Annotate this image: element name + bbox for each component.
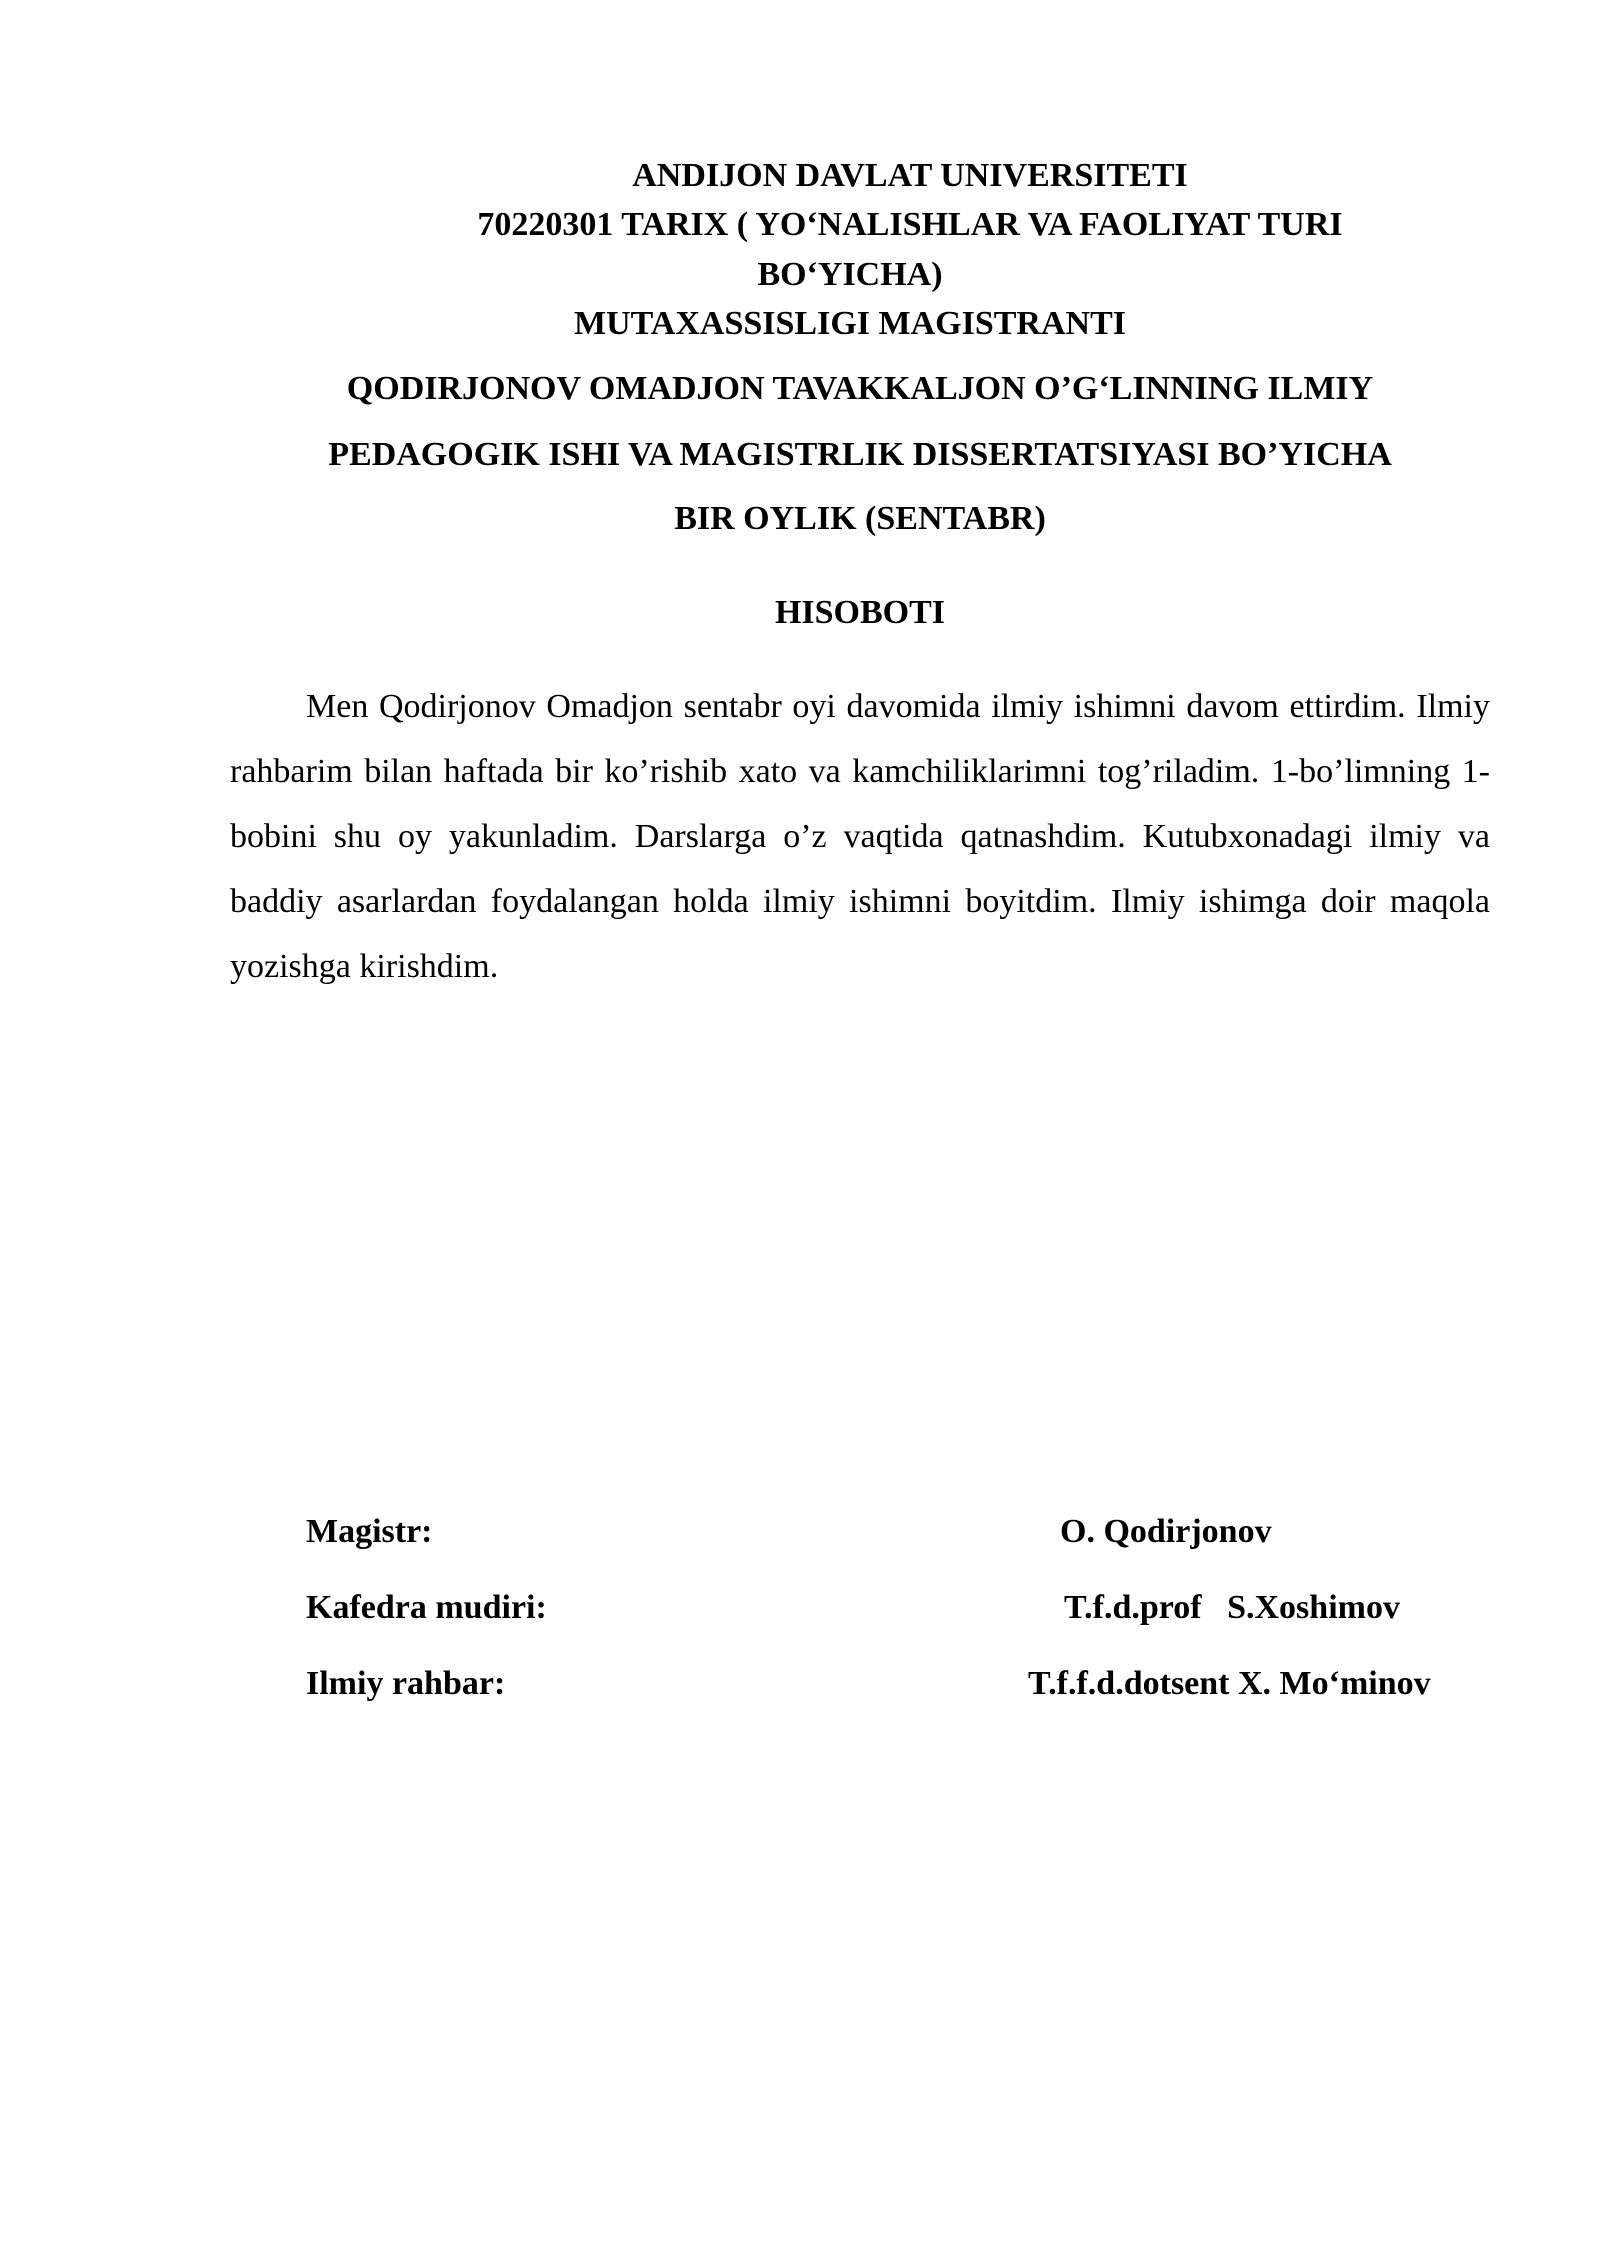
signature-value-kafedra: T.f.d.prof S.Xoshimov	[1064, 1589, 1400, 1626]
report-title-line-2: PEDAGOGIK ISHI VA MAGISTRLIK DISSERTATSIYASI BO’YICHA	[328, 436, 1392, 473]
report-title-line-3: BIR OYLIK (SENTABR)	[674, 500, 1046, 537]
specialty-line-3: MUTAXASSISLIGI MAGISTRANTI	[574, 305, 1126, 342]
report-paragraph: Men Qodirjonov Omadjon sentabr oyi davomida ilmiy ishimni davom ettirdim. Ilmiy rahbarim bilan haftada bir ko’rishib xato va kamchiliklarimni tog’riladim. 1-bo’limning 1- bobini shu oy yakunladim. Darslarga o’z vaqtida qatnashdim. Kutubxonadagi ilmiy va baddiy asarlardan foydalangan holda ilmiy ishimni boyitdim. Ilmiy ishimga doir maqola yozishga kirishdim.	[230, 688, 1490, 985]
report-heading: HISOBOTI	[774, 594, 946, 631]
signature-value-magistr: O. Qodirjonov	[1060, 1513, 1272, 1550]
report-title-line-1: QODIRJONOV OMADJON TAVAKKALJON O’G‘LINNING ILMIY	[346, 370, 1374, 407]
signature-label-ilmiy-rahbar: Ilmiy rahbar:	[306, 1665, 506, 1702]
university-name: ANDIJON DAVLAT UNIVERSITETI	[632, 157, 1188, 194]
signature-value-ilmiy-rahbar: T.f.f.d.dotsent X. Mo‘minov	[1028, 1665, 1431, 1702]
signature-label-kafedra: Kafedra mudiri:	[306, 1589, 547, 1626]
specialty-line-2: BO‘YICHA)	[757, 256, 943, 293]
specialty-line-1: 70220301 TARIX ( YO‘NALISHLAR VA FAOLIYAT TURI	[477, 206, 1343, 243]
signature-label-magistr: Magistr:	[306, 1513, 433, 1550]
